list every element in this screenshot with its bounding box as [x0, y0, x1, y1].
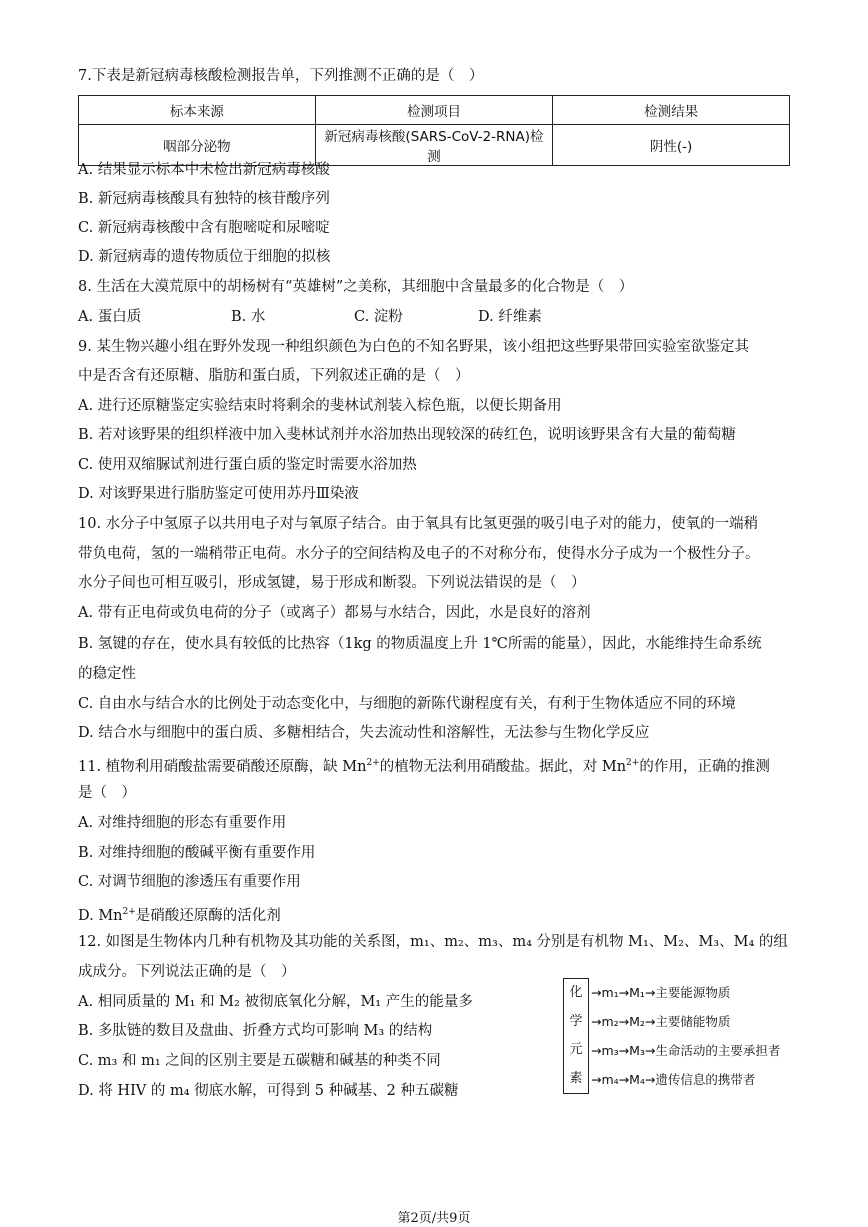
q11-stem-line2: 是（ ）: [78, 785, 136, 801]
element-char: 素: [569, 1070, 583, 1086]
q8-option-d: D. 纤维素: [478, 309, 542, 325]
superscript: 2+: [626, 758, 640, 768]
q10-option-a: A. 带有正电荷或负电荷的分子（或离子）都易与水结合，因此，水是良好的溶剂: [78, 605, 591, 621]
q7-option-c: C. 新冠病毒核酸中含有胞嘧啶和尿嘧啶: [78, 220, 330, 236]
q12-option-b: B. 多肽链的数目及盘曲、折叠方式均可影响 M₃ 的结构: [78, 1023, 433, 1039]
q11-option-d-part: D. Mn: [78, 907, 123, 924]
q10-option-b-line1: B. 氢键的存在，使水具有较低的比热容（1kg 的物质温度上升 1℃所需的能量），因此，水能维持生命系统: [78, 636, 762, 652]
q12-option-d: D. 将 HIV 的 m₄ 彻底水解，可得到 5 种碱基、2 种五碳糖: [78, 1083, 459, 1099]
page-footer: 第2页/共9页: [397, 1211, 471, 1226]
table-header-cell: 标本来源: [79, 96, 316, 125]
q11-option-a: A. 对维持细胞的形态有重要作用: [78, 815, 287, 831]
q9-stem-line2: 中是否含有还原糖、脂肪和蛋白质，下列叙述正确的是（ ）: [78, 368, 470, 384]
q10-stem-line1: 10. 水分子中氢原子以共用电子对与氧原子结合。由于氧具有比氢更强的吸引电子对的能力，使氧的一端稍: [78, 516, 759, 532]
element-char: 元: [569, 1042, 583, 1058]
q7-option-a: A. 结果显示标本中未检出新冠病毒核酸: [78, 162, 330, 178]
q10-option-b-line2: 的稳定性: [78, 666, 136, 682]
chemical-elements-box: [563, 978, 589, 1094]
q9-option-a: A. 进行还原糖鉴定实验结束时将剩余的斐林试剂装入棕色瓶，以便长期备用: [78, 398, 562, 414]
q11-option-c: C. 对调节细胞的渗透压有重要作用: [78, 874, 301, 890]
q11-stem-part: 的植物无法利用硝酸盐。据此，对 Mn: [379, 758, 627, 775]
q8-option-b: B. 水: [231, 309, 266, 325]
q9-option-b: B. 若对该野果的组织样液中加入斐林试剂并水浴加热出现较深的砖红色，说明该野果含有大量的葡萄糖: [78, 427, 736, 443]
q12-stem-line1: 12. 如图是生物体内几种有机物及其功能的关系图，m₁、m₂、m₃、m₄ 分别是有机物 M₁、M₂、M₃、M₄ 的组: [78, 934, 788, 950]
table-header-row: [79, 96, 790, 125]
q9-option-d: D. 对该野果进行脂肪鉴定可使用苏丹Ⅲ染液: [78, 486, 359, 502]
element-char: 化: [569, 985, 583, 1001]
q11-option-d-part: 是硝酸还原酶的活化剂: [135, 907, 281, 924]
q8-options: [78, 307, 542, 327]
diagram-row-m2: →m₂→M₂→主要储能物质: [591, 1014, 731, 1029]
superscript: 2+: [122, 907, 136, 917]
q10-stem-line3: 水分子间也可相互吸引，形成氢键，易于形成和断裂。下列说法错误的是（ ）: [78, 575, 586, 591]
q8-option-c: C. 淀粉: [354, 309, 403, 325]
diagram-row-m4: →m₄→M₄→遗传信息的携带者: [591, 1072, 756, 1087]
table-cell: 咽部分泌物: [79, 125, 316, 166]
q12-option-a: A. 相同质量的 M₁ 和 M₂ 被彻底氧化分解，M₁ 产生的能量多: [78, 994, 473, 1010]
q12-option-c: C. m₃ 和 m₁ 之间的区别主要是五碳糖和碱基的种类不同: [78, 1053, 441, 1069]
q10-option-c: C. 自由水与结合水的比例处于动态变化中，与细胞的新陈代谢程度有关，有利于生物体适应不同的环境: [78, 696, 736, 712]
q11-stem-line1: [78, 753, 770, 777]
q9-stem-line1: 9. 某生物兴趣小组在野外发现一种组织颜色为白色的不知名野果，该小组把这些野果带回实验室欲鉴定其: [78, 339, 749, 355]
q7-option-d: D. 新冠病毒的遗传物质位于细胞的拟核: [78, 249, 331, 265]
table-cell: 阴性(-): [553, 125, 790, 166]
q11-option-d: [78, 902, 281, 926]
table-cell: 新冠病毒核酸(SARS-CoV-2-RNA)检测: [315, 125, 552, 166]
q11-stem-part: 的作用，正确的推测: [639, 758, 770, 775]
q10-option-d: D. 结合水与细胞中的蛋白质、多糖相结合，失去流动性和溶解性，无法参与生物化学反应: [78, 725, 650, 741]
q9-option-c: C. 使用双缩脲试剂进行蛋白质的鉴定时需要水浴加热: [78, 457, 417, 473]
q11-stem-part: 11. 植物利用硝酸盐需要硝酸还原酶，缺 Mn: [78, 758, 367, 775]
organic-compound-diagram: [563, 978, 789, 1094]
q12-stem-line2: 成成分。下列说法正确的是（ ）: [78, 964, 296, 980]
q8-option-a: A. 蛋白质: [78, 309, 142, 325]
table-header-cell: 检测结果: [553, 96, 790, 125]
q7-stem: 7.下表是新冠病毒核酸检测报告单，下列推测不正确的是（ ）: [78, 68, 484, 84]
superscript: 2+: [366, 758, 380, 768]
table-header-cell: 检测项目: [315, 96, 552, 125]
element-char: 学: [569, 1013, 583, 1029]
q8-stem: 8. 生活在大漠荒原中的胡杨树有“英雄树”之美称，其细胞中含量最多的化合物是（ ）: [78, 279, 634, 295]
diagram-row-m3: →m₃→M₃→生命活动的主要承担者: [591, 1043, 781, 1058]
diagram-row-m1: →m₁→M₁→主要能源物质: [591, 985, 731, 1000]
q10-stem-line2: 带负电荷，氢的一端稍带正电荷。水分子的空间结构及电子的不对称分布，使得水分子成为一个极性分子。: [78, 546, 760, 562]
q7-option-b: B. 新冠病毒核酸具有独特的核苷酸序列: [78, 191, 330, 207]
q11-option-b: B. 对维持细胞的酸碱平衡有重要作用: [78, 845, 316, 861]
test-report-table: [78, 95, 790, 166]
